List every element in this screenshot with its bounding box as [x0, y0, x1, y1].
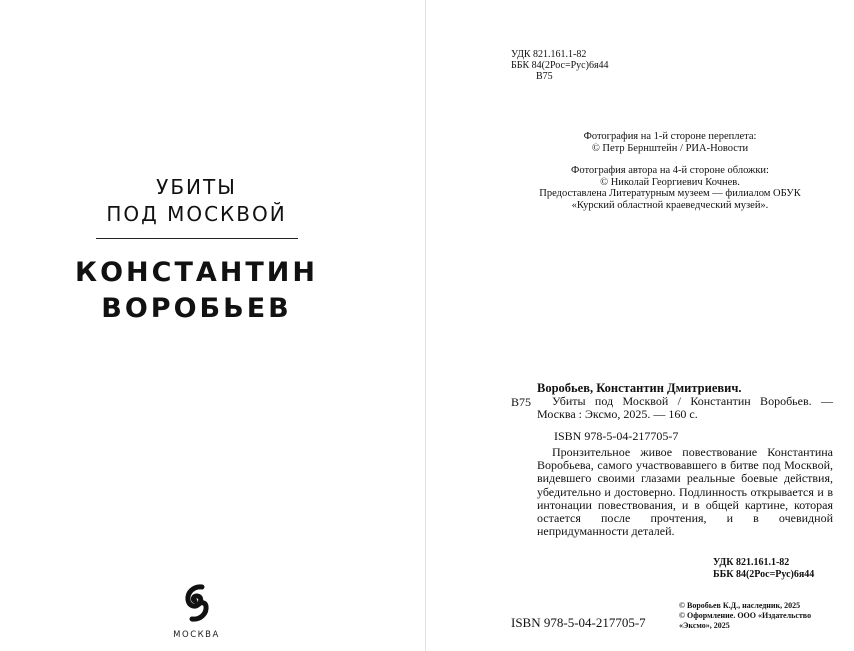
book-title-line2: ПОД МОСКВОЙ — [106, 202, 287, 226]
bbk-code: ББК 84(2Рос=Рус)6я44 — [511, 60, 609, 71]
bibliographic-heading: Воробьев, Константин Дмитриевич. — [537, 381, 742, 395]
udk-block-top — [511, 49, 609, 82]
book-title-line1: УБИТЫ — [156, 175, 237, 199]
udk-code: УДК 821.161.1-82 — [511, 49, 587, 60]
copyright-line: © Оформление. ООО «Издательство «Эксмо», 2025 — [679, 611, 812, 630]
right-page — [426, 0, 854, 651]
photo-credit-line: Фотография на 1-й стороне переплета: — [583, 131, 757, 142]
photo-credit-line: Фотография автора на 4-й стороне обложки: — [571, 165, 769, 176]
udk-code: УДК 821.161.1-82 — [713, 557, 790, 568]
photo-credit-line: © Петр Бернштейн / РИА-Новости — [591, 142, 749, 154]
photo-credit-line: «Курский областной краеведческий музей». — [571, 199, 769, 211]
annotation: Пронзительное живое повествование Константина Воробьева, самого участвовавшего в битве под Москвой, видевшего своими глазами реальные боевые действия, убедительно и достоверно. Подлинность открывается и в интонации повествования, и в общей картине, которая остается после прочтения, и в очевидной непридуманности деталей. — [537, 445, 833, 539]
isbn-bottom: ISBN 978-5-04-217705-7 — [511, 615, 646, 630]
copyright-line: © Воробьев К.Д., наследник, 2025 — [679, 601, 801, 610]
photo-credit-front — [516, 131, 824, 154]
eksmo-logo-icon — [182, 583, 212, 623]
copyright-block — [679, 601, 835, 631]
author-mark: В75 — [536, 71, 553, 82]
left-page — [0, 0, 425, 651]
author-first-name: КОНСТАНТИН — [75, 257, 318, 288]
publisher-city: МОСКВА — [173, 630, 220, 640]
bibliographic-code: В75 — [511, 395, 532, 409]
title-divider — [96, 238, 298, 239]
bibliographic-isbn: ISBN 978-5-04-217705-7 — [554, 429, 679, 443]
udk-block-bottom — [713, 557, 814, 581]
photo-credit-line: © Николай Георгиевич Кочнев. — [600, 176, 740, 188]
author-last-name: ВОРОБЬЕВ — [101, 293, 292, 324]
bbk-code: ББК 84(2Рос=Рус)6я44 — [713, 569, 815, 580]
bibliographic-description: Убиты под Москвой / Константин Воробьев. — Москва : Эксмо, 2025. — 160 с. — [537, 394, 833, 422]
photo-credit-author — [516, 165, 824, 211]
photo-credit-line: Предоставлена Литературным музеем — филиалом ОБУК — [539, 188, 801, 200]
